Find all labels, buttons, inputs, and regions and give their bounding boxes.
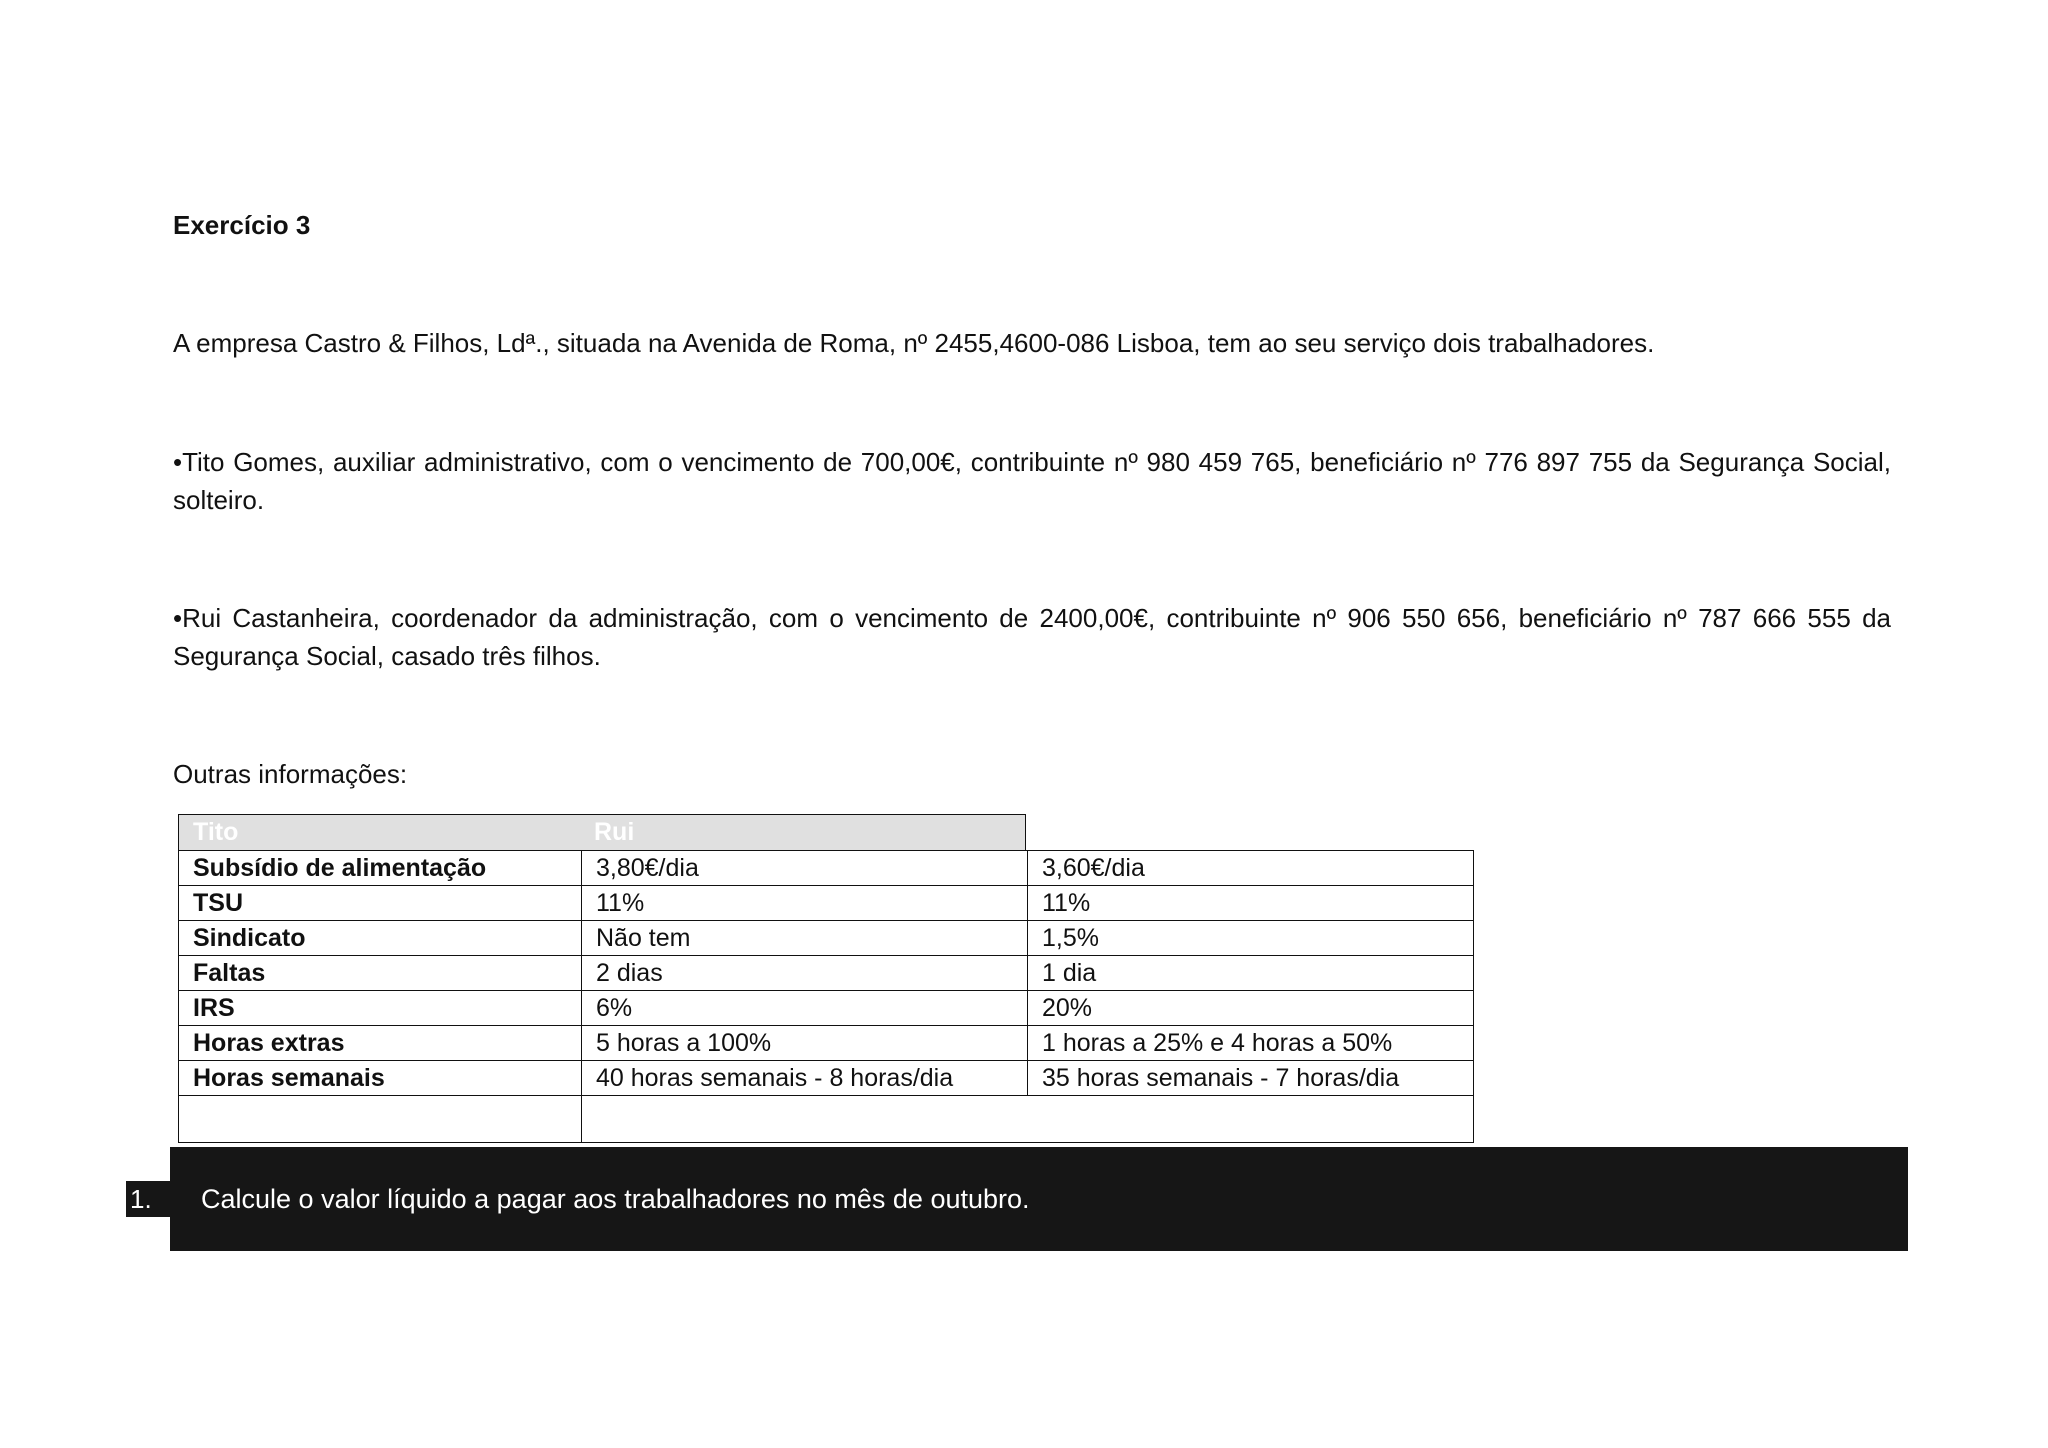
tito-value: 6% xyxy=(582,991,1028,1026)
tito-value: 3,80€/dia xyxy=(582,851,1028,886)
info-table xyxy=(178,850,1474,1143)
table-row xyxy=(179,991,1474,1026)
row-label: IRS xyxy=(179,991,582,1026)
table-row-empty xyxy=(179,1096,1474,1143)
question-text: Calcule o valor líquido a pagar aos trabalhadores no mês de outubro. xyxy=(201,1184,1030,1214)
table-row xyxy=(179,921,1474,956)
tito-value: 11% xyxy=(582,886,1028,921)
rui-value: 1 horas a 25% e 4 horas a 50% xyxy=(1028,1026,1474,1061)
company-intro: A empresa Castro & Filhos, Ldª., situada na Avenida de Roma, nº 2455,4600-086 Lisboa, tem ao seu serviço dois trabalhadores. xyxy=(173,328,1655,358)
row-label: Sindicato xyxy=(179,921,582,956)
header-rui-label: Rui xyxy=(594,818,635,846)
table-row xyxy=(179,1026,1474,1061)
tito-value: 2 dias xyxy=(582,956,1028,991)
empty-cell xyxy=(179,1096,582,1143)
rui-value: 1,5% xyxy=(1028,921,1474,956)
header-tito-label: Tito xyxy=(193,818,239,846)
empty-cell xyxy=(582,1096,1474,1143)
question-number: 1. xyxy=(126,1181,172,1217)
rui-value: 3,60€/dia xyxy=(1028,851,1474,886)
exercise-title: Exercício 3 xyxy=(173,210,311,240)
rui-value: 35 horas semanais - 7 horas/dia xyxy=(1028,1061,1474,1096)
worker-rui-description: •Rui Castanheira, coordenador da administração, com o vencimento de 2400,00€, contribuinte nº 906 550 656, beneficiário nº 787 666 555 da Segurança Social, casado três filhos. xyxy=(173,603,1891,671)
table-row xyxy=(179,886,1474,921)
rui-value: 20% xyxy=(1028,991,1474,1026)
tito-value: 40 horas semanais - 8 horas/dia xyxy=(582,1061,1028,1096)
rui-value: 1 dia xyxy=(1028,956,1474,991)
other-info-label: Outras informações: xyxy=(173,759,408,789)
table-row xyxy=(179,851,1474,886)
tito-value: 5 horas a 100% xyxy=(582,1026,1028,1061)
table-row xyxy=(179,1061,1474,1096)
row-label: Horas extras xyxy=(179,1026,582,1061)
row-label: TSU xyxy=(179,886,582,921)
table-row xyxy=(179,956,1474,991)
table-header-tito xyxy=(178,814,581,850)
table-header-rui xyxy=(580,814,1026,850)
row-label: Subsídio de alimentação xyxy=(179,851,582,886)
worker-tito-description: •Tito Gomes, auxiliar administrativo, com o vencimento de 700,00€, contribuinte nº 980 459 765, beneficiário nº 776 897 755 da Segurança Social, solteiro. xyxy=(173,447,1891,515)
row-label: Horas semanais xyxy=(179,1061,582,1096)
tito-value: Não tem xyxy=(582,921,1028,956)
rui-value: 11% xyxy=(1028,886,1474,921)
row-label: Faltas xyxy=(179,956,582,991)
